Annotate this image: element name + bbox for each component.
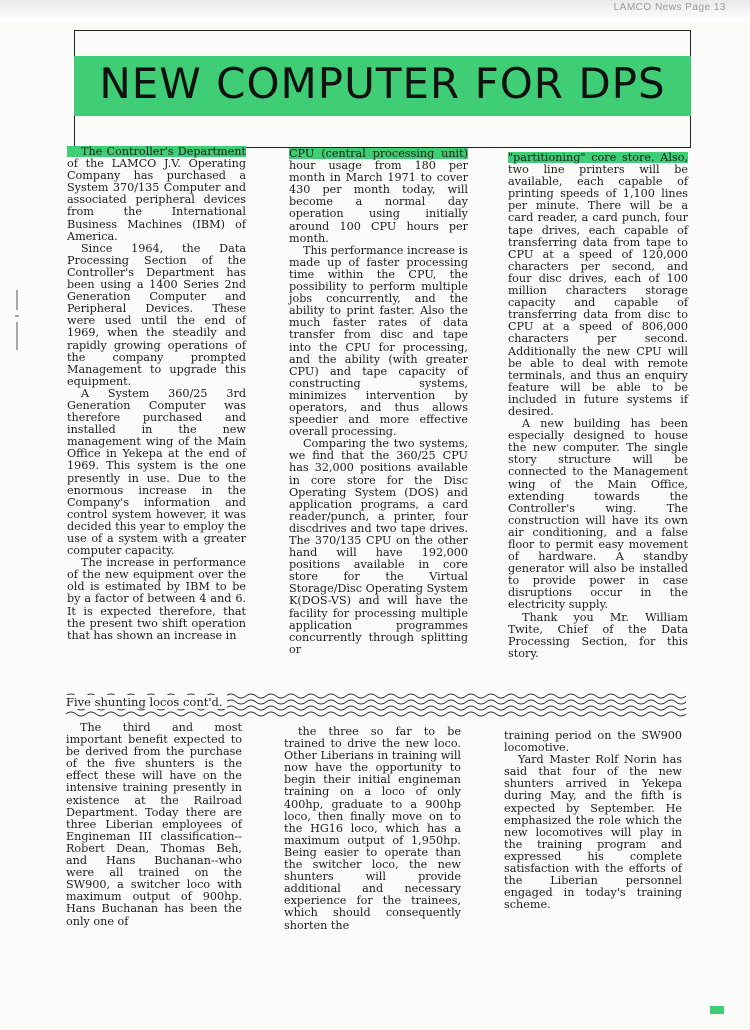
paragraph: Since 1964, the Data Processing Section of the Controller's Department has been using a 1400 Series 2nd Generation Computer and Peripheral Devices. These were used until the end of 1969, when the steadily and rapidly growing operations of the company prompted Management to upgrade this equipment. [67,241,246,388]
paragraph: A System 360/25 3rd Generation Computer was therefore purchased and installed in the new management wing of the Main Office in Yekepa at the end of 1969. This system is the one presently in use. Due to the enormous increase in the Company's information and control system however, it was decided this year to employ the use of a system with a greater computer capacity. [67,386,246,558]
paragraph: CPU (central processing unit) hour usage from 180 per month in March 1971 to cover 430 per month today, will become a normal day operation using initially around 100 CPU hours per month. [289,147,468,245]
page-header-strip [0,0,750,22]
continuation-column-3 [504,730,682,911]
paragraph: The Controller's Department of the LAMCO J.V. Operating Company has purchased a System 370/135 Computer and associated peripheral devices from the International Business Machines (IBM) of America. [67,145,246,243]
paragraph: Yard Master Rolf Norin has said that four of the new shunters arrived in Yekepa during May, and the fifth is expected by September. He emphasized the role which the new locomotives will play in the training program and expressed his complete satisfaction with the efforts of the Liberian personnel engaged in today's training scheme. [504,753,682,912]
margin-mark [12,290,22,350]
continuation-column-1 [66,722,242,928]
paragraph: Thank you Mr. William Twite, Chief of the Data Processing Section, for this story. [508,610,688,660]
paragraph: This performance increase is made up of faster processing time within the CPU, the possibility to perform multiple jobs concurrently, and the ability to print faster. Also the much faster rates of data transfer from disc and tape into the CPU for processing, and the ability (with greater CPU) and tape capacity of constructing systems, minimizes intervention by operators, and thus allows speedier and more effective overall processing. [289,243,468,439]
running-head: LAMCO News Page 13 [613,2,726,13]
article-column-1 [67,146,246,642]
continuation-column-2 [284,726,461,932]
headline: NEW COMPUTER FOR DPS [99,59,666,108]
paragraph: A new building has been especially designed to house the new computer. The single story structure will be connected to the Management wing of the Main Office, extending towards the Controller's wing. The construction will have its own air conditioning, and a false floor to permit easy movement of hardware. A standby generator will also be installed to provide power in case disruptions occur in the electricity supply. [508,417,688,612]
paragraph: The increase in performance of the new equipment over the old is estimated by IBM to be by a factor of between 4 and 6. It is expected therefore, that the present two shift operation that has shown an increase in [67,556,246,642]
article-column-3 [508,152,688,660]
paragraph: The third and most important benefit expected to be derived from the purchase of the five shunters is the effect these will have on the intensive training presently in existence at the Railroad Department. Today there are three Liberian employees of Engineman III classification--Robert Dean, Thomas Beh, and Hans Buchanan--who were all trained on the SW900, a switcher loco with maximum output of 900hp. Hans Buchanan has been the only one of [66,721,242,928]
paragraph: "partitioning" core store. Also, two line printers will be available, each capable of printing speeds of 1,100 lines per minute. There will be a card reader, a card punch, four tape drives, each capable of transferring data from tape to CPU at a speed of 120,000 characters per second, and four disc drives, each of 100 million characters storage capacity and capable of transferring data from disc to CPU at a speed of 806,000 characters per second. Additionally the new CPU will be able to deal with remote terminals, and thus an enquiry feature will be able to be included in future systems if desired. [508,151,688,418]
paragraph: the three so far to be trained to drive the new loco. Other Liberians in training will now have the opportunity to begin their initial engineman training on a loco of only 400hp, graduate to a 900hp loco, then finally move on to the HG16 loco, which has a maximum output of 1,950hp. Being easier to operate than the switcher loco, the new shunters will provide additional and necessary experience for the trainees, which should consequently shorten the [284,725,461,932]
article-column-2 [289,148,468,656]
paragraph: training period on the SW900 locomotive. [504,729,682,755]
continuation-label: Five shunting locos cont'd. [66,695,227,709]
paragraph: Comparing the two systems, we find that the 360/25 CPU has 32,000 positions available in core store for the Disc Operating System (DOS) and application programs, a card reader/punch, a printer, four discdrives and two tape drives. The 370/135 CPU on the other hand will have 192,000 positions available in core store for the Virtual Storage/Disc Operating System K(DOS-VS) and will have the facility for processing multiple application programmes concurrently through splitting or [289,437,468,656]
corner-mark [710,1006,724,1014]
